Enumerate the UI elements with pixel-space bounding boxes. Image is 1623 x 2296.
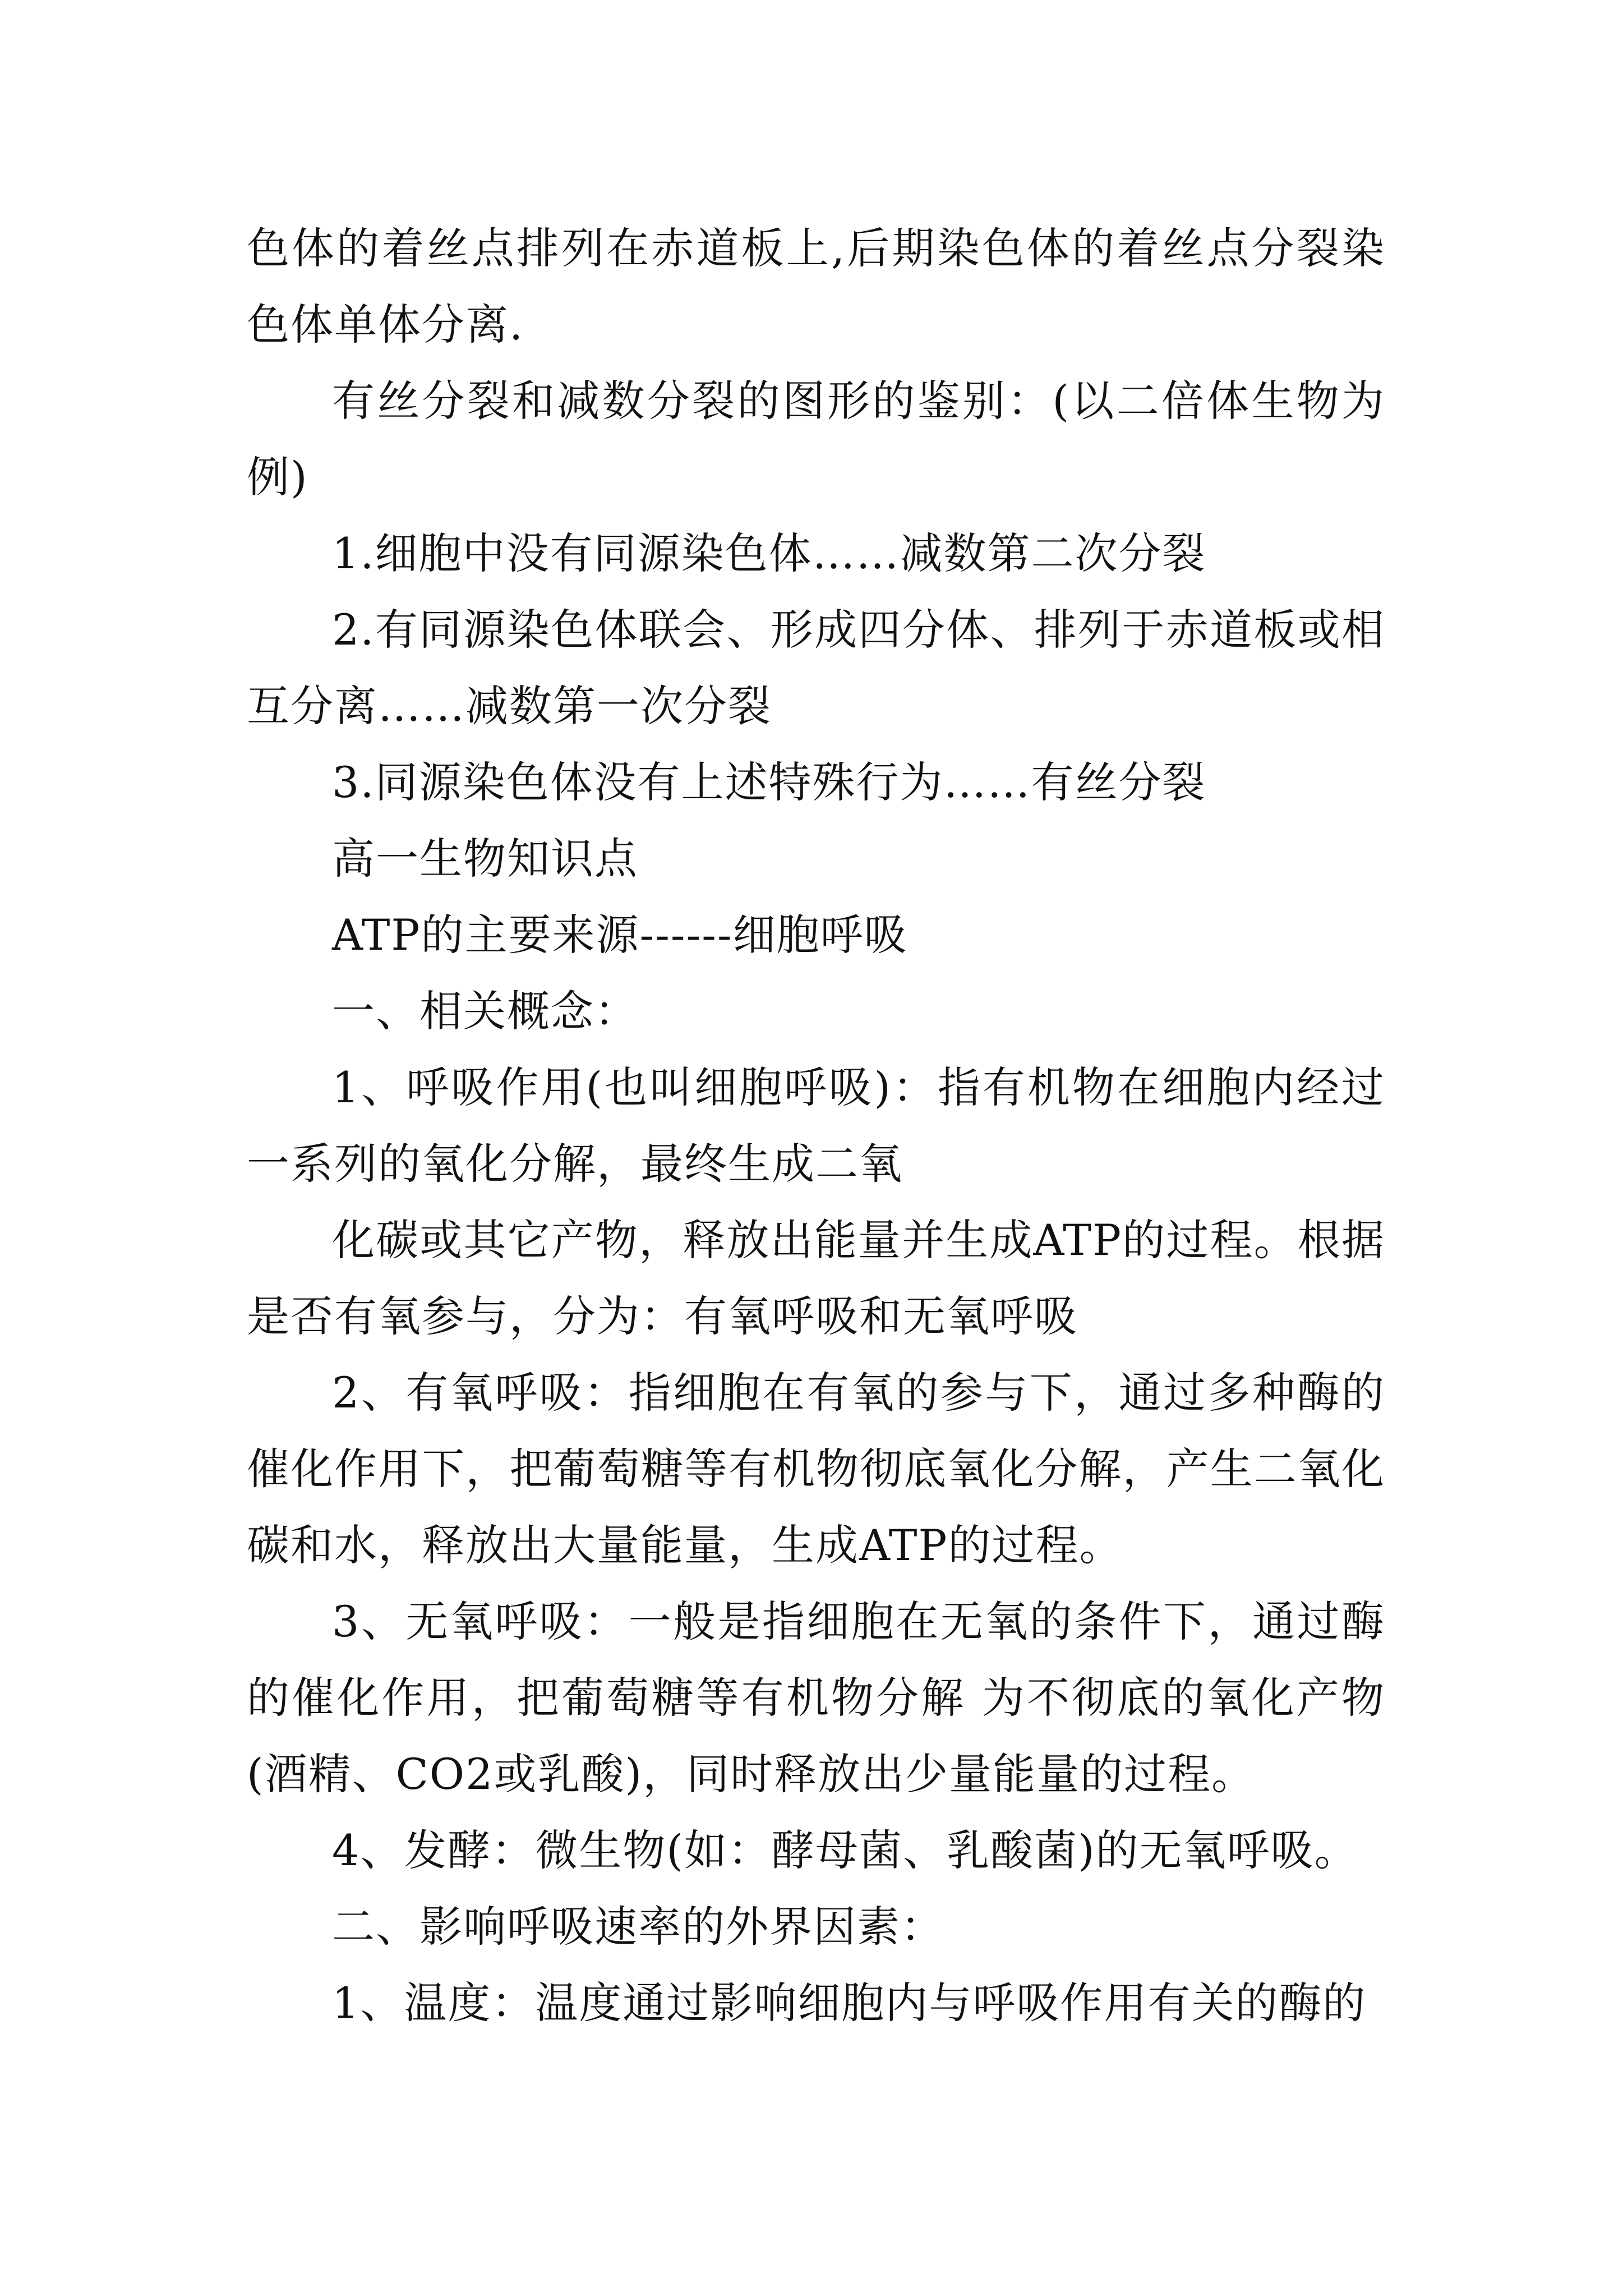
section-heading: 一、相关概念： [332, 986, 638, 1036]
paragraph: 色体的着丝点排列在赤道板上,后期染色体的着丝点分裂染色体单体分离. [247, 223, 1385, 349]
document-body [247, 210, 1385, 2041]
section-heading: 高一生物知识点 [332, 834, 638, 884]
paragraph: 2、有氧呼吸：指细胞在有氧的参与下，通过多种酶的催化作用下，把葡萄糖等有机物彻底氧化分解，产生二氧化碳和水，释放出大量能量，生成ATP的过程。 [247, 1368, 1385, 1570]
paragraph: 有丝分裂和减数分裂的图形的鉴别：(以二倍体生物为例) [247, 376, 1385, 502]
paragraph: 1.细胞中没有同源染色体……减数第二次分裂 [332, 528, 1206, 578]
section-heading: ATP的主要来源------细胞呼吸 [332, 910, 908, 960]
section-heading: 二、影响呼吸速率的外界因素： [332, 1902, 944, 1952]
paragraph: 4、发酵：微生物(如：酵母菌、乳酸菌)的无氧呼吸。 [332, 1825, 1358, 1875]
paragraph: 3.同源染色体没有上述特殊行为……有丝分裂 [332, 757, 1206, 807]
paragraph: 1、呼吸作用(也叫细胞呼吸)：指有机物在细胞内经过一系列的氧化分解，最终生成二氧 [247, 1062, 1385, 1189]
paragraph: 3、无氧呼吸：一般是指细胞在无氧的条件下，通过酶的催化作用，把葡萄糖等有机物分解 为不彻底的氧化产物(酒精、CO2或乳酸)，同时释放出少量能量的过程。 [247, 1596, 1385, 1799]
paragraph: 化碳或其它产物，释放出能量并生成ATP的过程。根据是否有氧参与，分为：有氧呼吸和无氧呼吸 [247, 1215, 1385, 1341]
paragraph: 2.有同源染色体联会、形成四分体、排列于赤道板或相互分离……减数第一次分裂 [247, 605, 1385, 731]
paragraph: 1、温度：温度通过影响细胞内与呼吸作用有关的酶的 [332, 1978, 1367, 2028]
